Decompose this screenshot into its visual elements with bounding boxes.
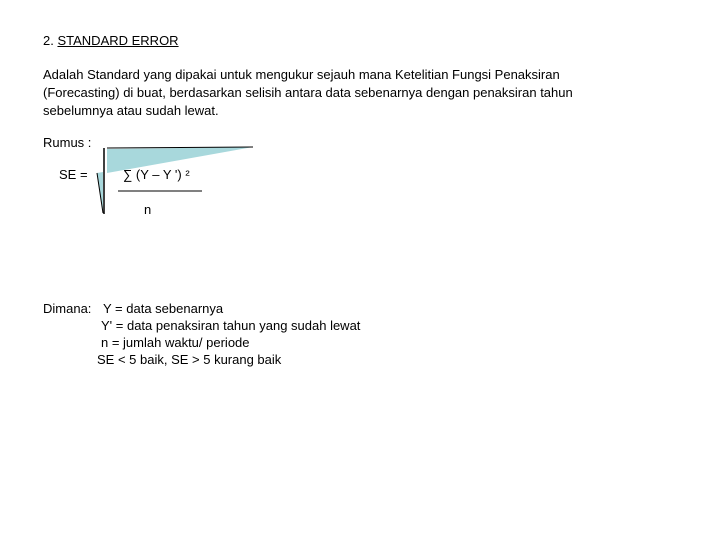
definition-item: Y = data sebenarnya [103,301,224,316]
definition-item: SE < 5 baik, SE > 5 kurang baik [97,352,282,367]
definition-item: Y' = data penaksiran tahun yang sudah lewat [101,318,361,333]
paragraph-line-1: Adalah Standard yang dipakai untuk mengukur sejauh mana Ketelitian Fungsi Penaksiran [43,67,560,82]
paragraph-line-2: (Forecasting) di buat, berdasarkan selisih antara data sebenarnya dengan penaksiran tahun [43,85,573,100]
formula-numerator: ∑ (Y – Y ') ² [123,167,190,182]
definitions-intro: Dimana: [43,301,92,316]
heading-number: 2. [43,33,54,48]
formula-lhs: SE = [59,167,88,182]
heading-title: STANDARD ERROR [57,33,179,48]
definition-item: n = jumlah waktu/ periode [101,335,250,350]
formula-label: Rumus : [43,135,92,150]
paragraph-line-3: sebelumnya atau sudah lewat. [43,103,219,118]
formula-denominator: n [144,202,152,217]
